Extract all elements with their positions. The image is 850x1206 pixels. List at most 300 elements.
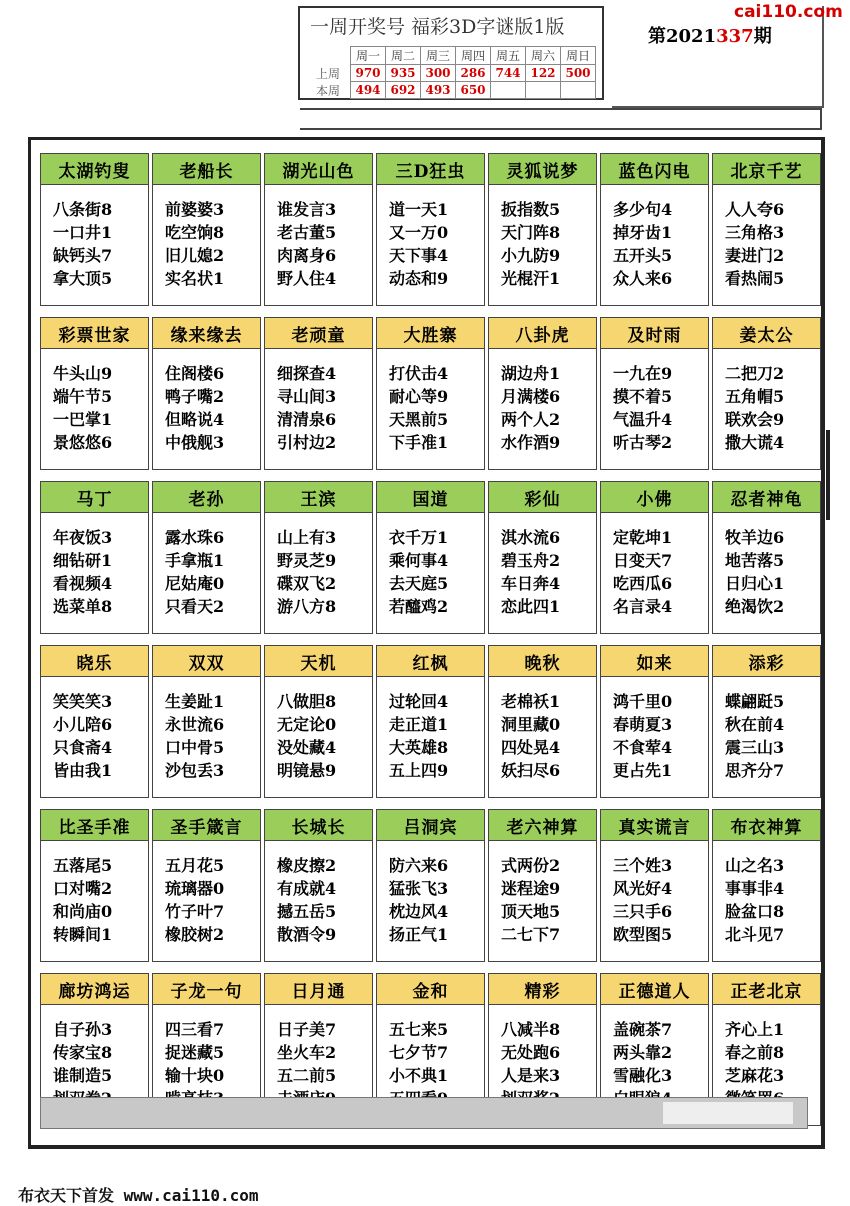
puzzle-line: 耐心等9 <box>389 387 449 406</box>
puzzle-line: 八条街8 <box>53 200 113 219</box>
puzzle-card-title: 老船长 <box>153 154 260 185</box>
puzzle-card-title: 湖光山色 <box>265 154 372 185</box>
puzzle-card-title: 廊坊鸿运 <box>41 974 148 1005</box>
day-label: 周日 <box>561 47 596 65</box>
puzzle-card <box>712 481 821 634</box>
puzzle-card-title: 八卦虎 <box>489 318 596 349</box>
puzzle-line: 小九防9 <box>501 246 561 265</box>
puzzle-card <box>40 153 149 306</box>
puzzle-line: 口中骨5 <box>165 738 225 757</box>
puzzle-card <box>40 317 149 470</box>
puzzle-line: 防六来6 <box>389 856 449 875</box>
puzzle-line: 细钻研1 <box>53 551 113 570</box>
puzzle-line: 坐火车2 <box>277 1043 337 1062</box>
puzzle-card-title: 晓乐 <box>41 646 148 677</box>
puzzle-card-title: 正老北京 <box>713 974 820 1005</box>
puzzle-line: 日变天7 <box>613 551 673 570</box>
puzzle-line: 无处跑6 <box>501 1043 561 1062</box>
puzzle-line: 橡皮擦2 <box>277 856 337 875</box>
puzzle-card-lines <box>613 854 672 946</box>
puzzle-line: 五上四9 <box>389 761 449 780</box>
puzzle-line: 去天庭5 <box>389 574 449 593</box>
puzzle-line: 看视频4 <box>53 574 113 593</box>
puzzle-line: 若醯鸡2 <box>389 597 449 616</box>
puzzle-line: 春萌夏3 <box>613 715 673 734</box>
puzzle-line: 有成就4 <box>277 879 337 898</box>
puzzle-line: 细探查4 <box>277 364 337 383</box>
puzzle-card-lines <box>389 526 448 618</box>
puzzle-card-lines <box>725 854 784 946</box>
puzzle-line: 摸不着5 <box>613 387 673 406</box>
puzzle-line: 笑笑笑3 <box>53 692 113 711</box>
draw-number: 744 <box>491 65 526 82</box>
puzzle-line: 五二前5 <box>277 1066 337 1085</box>
puzzle-line: 旧儿媳2 <box>165 246 225 265</box>
draw-number: 286 <box>456 65 491 82</box>
puzzle-line: 雪融化3 <box>613 1066 673 1085</box>
puzzle-card-lines <box>501 854 560 946</box>
puzzle-line: 枕边风4 <box>389 902 449 921</box>
puzzle-card-title: 马丁 <box>41 482 148 513</box>
puzzle-line: 露水珠6 <box>165 528 225 547</box>
puzzle-card-title: 老孙 <box>153 482 260 513</box>
puzzle-card <box>264 481 373 634</box>
puzzle-line: 绝渴饮2 <box>725 597 785 616</box>
puzzle-card-title: 正德道人 <box>601 974 708 1005</box>
puzzle-line: 湖边舟1 <box>501 364 561 383</box>
puzzle-card-title: 长城长 <box>265 810 372 841</box>
draw-number <box>526 82 561 99</box>
puzzle-card-title: 吕洞宾 <box>377 810 484 841</box>
puzzle-card-title: 大胜寨 <box>377 318 484 349</box>
puzzle-line: 引村边2 <box>277 433 337 452</box>
puzzle-line: 和尚庙0 <box>53 902 113 921</box>
puzzle-line: 思齐分7 <box>725 761 785 780</box>
puzzle-card <box>152 645 261 798</box>
puzzle-card-lines <box>613 526 672 618</box>
puzzle-line: 肉离身6 <box>277 246 337 265</box>
puzzle-line: 无定论0 <box>277 715 337 734</box>
puzzle-card-title: 圣手箴言 <box>153 810 260 841</box>
puzzle-line: 永世流6 <box>165 715 225 734</box>
puzzle-line: 生姜趾1 <box>165 692 225 711</box>
puzzle-line: 脸盆口8 <box>725 902 785 921</box>
puzzle-line: 猛张飞3 <box>389 879 449 898</box>
bottom-bar <box>40 1097 808 1129</box>
puzzle-line: 缺钙头7 <box>53 246 113 265</box>
day-label: 周五 <box>491 47 526 65</box>
puzzle-line: 气温升4 <box>613 410 673 429</box>
puzzle-line: 捉迷藏5 <box>165 1043 225 1062</box>
puzzle-line: 下手准1 <box>389 433 449 452</box>
puzzle-line: 两头靠2 <box>613 1043 673 1062</box>
puzzle-line: 扳指数5 <box>501 200 561 219</box>
puzzle-line: 小不典1 <box>389 1066 449 1085</box>
puzzle-line: 衣千万1 <box>389 528 449 547</box>
puzzle-line: 只看天2 <box>165 597 225 616</box>
puzzle-card-lines <box>165 362 224 454</box>
puzzle-line: 前婆婆3 <box>165 200 225 219</box>
puzzle-line: 但略说4 <box>165 410 225 429</box>
puzzle-card <box>376 645 485 798</box>
puzzle-card-lines <box>165 690 224 782</box>
puzzle-line: 游八方8 <box>277 597 337 616</box>
puzzle-line: 一巴掌1 <box>53 410 113 429</box>
puzzle-card-title: 王滨 <box>265 482 372 513</box>
puzzle-card-title: 老顽童 <box>265 318 372 349</box>
puzzle-line: 皆由我1 <box>53 761 113 780</box>
puzzle-card-lines <box>725 198 784 290</box>
puzzle-card <box>40 481 149 634</box>
puzzle-line: 地苦落5 <box>725 551 785 570</box>
puzzle-line: 竹子叶7 <box>165 902 225 921</box>
puzzle-line: 天下事4 <box>389 246 449 265</box>
puzzle-line: 震三山3 <box>725 738 785 757</box>
puzzle-card <box>600 317 709 470</box>
puzzle-grid <box>40 153 821 1126</box>
puzzle-line: 掉牙齿1 <box>613 223 673 242</box>
puzzle-line: 人是来3 <box>501 1066 561 1085</box>
puzzle-line: 淇水流6 <box>501 528 561 547</box>
puzzle-line: 牧羊边6 <box>725 528 785 547</box>
draw-number: 122 <box>526 65 561 82</box>
puzzle-line: 秋在前4 <box>725 715 785 734</box>
header-divider <box>300 108 822 130</box>
puzzle-line: 转瞬间1 <box>53 925 113 944</box>
weekly-draw-table <box>314 46 596 99</box>
puzzle-line: 车日奔4 <box>501 574 561 593</box>
puzzle-line: 式两份2 <box>501 856 561 875</box>
puzzle-card-lines <box>165 854 224 946</box>
puzzle-line: 名言录4 <box>613 597 673 616</box>
puzzle-card-lines <box>389 690 448 782</box>
puzzle-line: 鸭子嘴2 <box>165 387 225 406</box>
puzzle-line: 定乾坤1 <box>613 528 673 547</box>
this-week-label: 本周 <box>316 83 341 98</box>
puzzle-line: 吃西瓜6 <box>613 574 673 593</box>
puzzle-card <box>600 153 709 306</box>
puzzle-card <box>600 809 709 962</box>
puzzle-line: 撒大谎4 <box>725 433 785 452</box>
puzzle-line: 牛头山9 <box>53 364 113 383</box>
puzzle-card-lines <box>277 362 336 454</box>
puzzle-card-title: 姜太公 <box>713 318 820 349</box>
puzzle-line: 散酒令9 <box>277 925 337 944</box>
puzzle-line: 手拿瓶1 <box>165 551 225 570</box>
puzzle-line: 动态和9 <box>389 269 449 288</box>
puzzle-card <box>488 645 597 798</box>
puzzle-line: 人人夸6 <box>725 200 785 219</box>
puzzle-card <box>264 317 373 470</box>
puzzle-line: 天门阵8 <box>501 223 561 242</box>
puzzle-line: 恋此四1 <box>501 597 561 616</box>
puzzle-line: 二七下7 <box>501 925 561 944</box>
puzzle-card-lines <box>53 526 112 618</box>
day-label: 周四 <box>456 47 491 65</box>
puzzle-line: 八做胆8 <box>277 692 337 711</box>
puzzle-card-title: 精彩 <box>489 974 596 1005</box>
puzzle-line: 住阁楼6 <box>165 364 225 383</box>
puzzle-card <box>488 317 597 470</box>
puzzle-line: 小儿陪6 <box>53 715 113 734</box>
puzzle-card <box>712 645 821 798</box>
puzzle-line: 拿大顶5 <box>53 269 113 288</box>
puzzle-card-title: 真实谎言 <box>601 810 708 841</box>
puzzle-line: 蝶翩跹5 <box>725 692 785 711</box>
puzzle-card-lines <box>389 362 448 454</box>
puzzle-card-title: 金和 <box>377 974 484 1005</box>
puzzle-line: 多少句4 <box>613 200 673 219</box>
puzzle-card-lines <box>277 198 336 290</box>
puzzle-card-lines <box>613 362 672 454</box>
puzzle-card-lines <box>389 854 448 946</box>
puzzle-line: 五七来5 <box>389 1020 449 1039</box>
puzzle-card <box>152 481 261 634</box>
puzzle-card-lines <box>53 854 112 946</box>
puzzle-card-lines <box>613 198 672 290</box>
puzzle-board <box>28 137 825 1149</box>
site-logo-text[interactable]: cai110.com <box>734 2 843 22</box>
puzzle-card-title: 添彩 <box>713 646 820 677</box>
puzzle-line: 顶天地5 <box>501 902 561 921</box>
puzzle-line: 五开头5 <box>613 246 673 265</box>
puzzle-card-title: 缘来缘去 <box>153 318 260 349</box>
draw-number: 493 <box>421 82 456 99</box>
puzzle-card-title: 天机 <box>265 646 372 677</box>
puzzle-card <box>600 645 709 798</box>
puzzle-card-title: 国道 <box>377 482 484 513</box>
puzzle-line: 乘何事4 <box>389 551 449 570</box>
puzzle-card-lines <box>725 690 784 782</box>
draw-number: 650 <box>456 82 491 99</box>
puzzle-line: 橡胶树2 <box>165 925 225 944</box>
puzzle-line: 口对嘴2 <box>53 879 113 898</box>
puzzle-line: 又一万0 <box>389 223 449 242</box>
puzzle-line: 一口井1 <box>53 223 113 242</box>
puzzle-line: 扬正气1 <box>389 925 449 944</box>
puzzle-card-lines <box>501 362 560 454</box>
footer-text: 布衣天下首发 www.cai110.com <box>18 1186 259 1205</box>
puzzle-card-lines <box>53 362 112 454</box>
puzzle-card-title: 晚秋 <box>489 646 596 677</box>
day-header-row <box>314 47 596 65</box>
puzzle-line: 沙包丢3 <box>165 761 225 780</box>
puzzle-card-lines <box>725 526 784 618</box>
puzzle-card <box>264 809 373 962</box>
puzzle-line: 光棍汗1 <box>501 269 561 288</box>
puzzle-line: 老古董5 <box>277 223 337 242</box>
puzzle-line: 三角格3 <box>725 223 785 242</box>
puzzle-card-lines <box>501 526 560 618</box>
puzzle-line: 事事非4 <box>725 879 785 898</box>
puzzle-line: 日子美7 <box>277 1020 337 1039</box>
puzzle-line: 寻山间3 <box>277 387 337 406</box>
puzzle-card-title: 北京千艺 <box>713 154 820 185</box>
draw-number <box>561 82 596 99</box>
puzzle-card <box>376 481 485 634</box>
puzzle-card <box>40 645 149 798</box>
puzzle-line: 不食荤4 <box>613 738 673 757</box>
day-label: 周三 <box>421 47 456 65</box>
puzzle-card-title: 彩仙 <box>489 482 596 513</box>
puzzle-line: 只食斋4 <box>53 738 113 757</box>
puzzle-line: 山之名3 <box>725 856 785 875</box>
puzzle-card-lines <box>277 690 336 782</box>
puzzle-line: 谁发言3 <box>277 200 337 219</box>
puzzle-line: 清清泉6 <box>277 410 337 429</box>
puzzle-line: 欧型图5 <box>613 925 673 944</box>
puzzle-line: 输十块0 <box>165 1066 225 1085</box>
puzzle-line: 大英雄8 <box>389 738 449 757</box>
puzzle-line: 洞里藏0 <box>501 715 561 734</box>
puzzle-card-title: 如来 <box>601 646 708 677</box>
puzzle-line: 三个姓3 <box>613 856 673 875</box>
puzzle-line: 春之前8 <box>725 1043 785 1062</box>
puzzle-line: 月满楼6 <box>501 387 561 406</box>
draw-number: 970 <box>351 65 386 82</box>
puzzle-line: 盖碗茶7 <box>613 1020 673 1039</box>
puzzle-card <box>488 809 597 962</box>
puzzle-card <box>152 317 261 470</box>
puzzle-card-title: 三D狂虫 <box>377 154 484 185</box>
puzzle-line: 二把刀2 <box>725 364 785 383</box>
puzzle-card-title: 灵狐说梦 <box>489 154 596 185</box>
this-week-row <box>314 82 596 99</box>
day-label: 周一 <box>351 47 386 65</box>
puzzle-line: 听古琴2 <box>613 433 673 452</box>
draw-number: 692 <box>386 82 421 99</box>
puzzle-line: 七夕节7 <box>389 1043 449 1062</box>
day-label: 周二 <box>386 47 421 65</box>
puzzle-card <box>712 317 821 470</box>
puzzle-line: 妖扫尽6 <box>501 761 561 780</box>
puzzle-line: 山上有3 <box>277 528 337 547</box>
puzzle-card-title: 忍者神龟 <box>713 482 820 513</box>
puzzle-line: 天黑前5 <box>389 410 449 429</box>
puzzle-card-lines <box>501 690 560 782</box>
puzzle-line: 谁制造5 <box>53 1066 113 1085</box>
puzzle-line: 自子孙3 <box>53 1020 113 1039</box>
puzzle-card-lines <box>165 526 224 618</box>
puzzle-line: 选菜单8 <box>53 597 113 616</box>
puzzle-card-title: 小佛 <box>601 482 708 513</box>
draw-number: 500 <box>561 65 596 82</box>
puzzle-line: 三只手6 <box>613 902 673 921</box>
puzzle-line: 五落尾5 <box>53 856 113 875</box>
draw-number <box>491 82 526 99</box>
puzzle-line: 风光好4 <box>613 879 673 898</box>
puzzle-line: 众人来6 <box>613 269 673 288</box>
puzzle-line: 芝麻花3 <box>725 1066 785 1085</box>
puzzle-line: 明镜悬9 <box>277 761 337 780</box>
puzzle-card-lines <box>277 854 336 946</box>
puzzle-card-title: 布衣神算 <box>713 810 820 841</box>
draw-number: 300 <box>421 65 456 82</box>
puzzle-line: 两个人2 <box>501 410 561 429</box>
puzzle-line: 尼姑庵0 <box>165 574 225 593</box>
puzzle-card-lines <box>53 198 112 290</box>
puzzle-line: 五月花5 <box>165 856 225 875</box>
puzzle-card-title: 蓝色闪电 <box>601 154 708 185</box>
puzzle-line: 迷程途9 <box>501 879 561 898</box>
puzzle-card-lines <box>277 526 336 618</box>
puzzle-line: 野人住4 <box>277 269 337 288</box>
puzzle-card <box>376 153 485 306</box>
puzzle-line: 更占先1 <box>613 761 673 780</box>
puzzle-card <box>152 809 261 962</box>
last-week-label: 上周 <box>316 66 341 81</box>
day-label: 周六 <box>526 47 561 65</box>
puzzle-line: 没处藏4 <box>277 738 337 757</box>
puzzle-card-lines <box>53 690 112 782</box>
puzzle-line: 中俄舰3 <box>165 433 225 452</box>
puzzle-card <box>40 809 149 962</box>
puzzle-card <box>264 153 373 306</box>
puzzle-card <box>488 153 597 306</box>
puzzle-line: 五角帽5 <box>725 387 785 406</box>
puzzle-card-lines <box>613 690 672 782</box>
puzzle-card-lines <box>501 198 560 290</box>
puzzle-line: 四处晃4 <box>501 738 561 757</box>
puzzle-card-lines <box>725 362 784 454</box>
issue-number: 第2021337期 <box>648 26 772 47</box>
puzzle-line: 妻进门2 <box>725 246 785 265</box>
puzzle-card-title: 双双 <box>153 646 260 677</box>
puzzle-line: 看热闹5 <box>725 269 785 288</box>
puzzle-line: 景悠悠6 <box>53 433 113 452</box>
puzzle-card <box>712 153 821 306</box>
puzzle-card-title: 子龙一句 <box>153 974 260 1005</box>
header-title: 一周开奖号 福彩3D字谜版1版 <box>310 16 565 38</box>
puzzle-card <box>600 481 709 634</box>
puzzle-line: 实名状1 <box>165 269 225 288</box>
puzzle-card-title: 日月通 <box>265 974 372 1005</box>
puzzle-line: 碟双飞2 <box>277 574 337 593</box>
puzzle-line: 道一天1 <box>389 200 449 219</box>
puzzle-line: 吃空饷8 <box>165 223 225 242</box>
puzzle-card-lines <box>165 198 224 290</box>
puzzle-line: 打伏击4 <box>389 364 449 383</box>
draw-number: 935 <box>386 65 421 82</box>
puzzle-card <box>376 317 485 470</box>
puzzle-card-title: 彩票世家 <box>41 318 148 349</box>
puzzle-card-title: 太湖钓叟 <box>41 154 148 185</box>
puzzle-card-title: 比圣手准 <box>41 810 148 841</box>
draw-number: 494 <box>351 82 386 99</box>
puzzle-line: 年夜饭3 <box>53 528 113 547</box>
puzzle-line: 联欢会9 <box>725 410 785 429</box>
puzzle-line: 琉璃器0 <box>165 879 225 898</box>
puzzle-line: 日归心1 <box>725 574 785 593</box>
puzzle-line: 水作酒9 <box>501 433 561 452</box>
puzzle-card-lines <box>389 198 448 290</box>
last-week-row <box>314 65 596 82</box>
puzzle-card <box>264 645 373 798</box>
puzzle-line: 齐心上1 <box>725 1020 785 1039</box>
puzzle-line: 北斗见7 <box>725 925 785 944</box>
puzzle-line: 四三看7 <box>165 1020 225 1039</box>
puzzle-line: 过轮回4 <box>389 692 449 711</box>
puzzle-card <box>376 809 485 962</box>
puzzle-card <box>488 481 597 634</box>
puzzle-card-title: 老六神算 <box>489 810 596 841</box>
puzzle-card <box>712 809 821 962</box>
puzzle-line: 野灵芝9 <box>277 551 337 570</box>
puzzle-line: 传家宝8 <box>53 1043 113 1062</box>
puzzle-card-title: 及时雨 <box>601 318 708 349</box>
puzzle-line: 撼五岳5 <box>277 902 337 921</box>
edge-mark <box>826 430 830 520</box>
